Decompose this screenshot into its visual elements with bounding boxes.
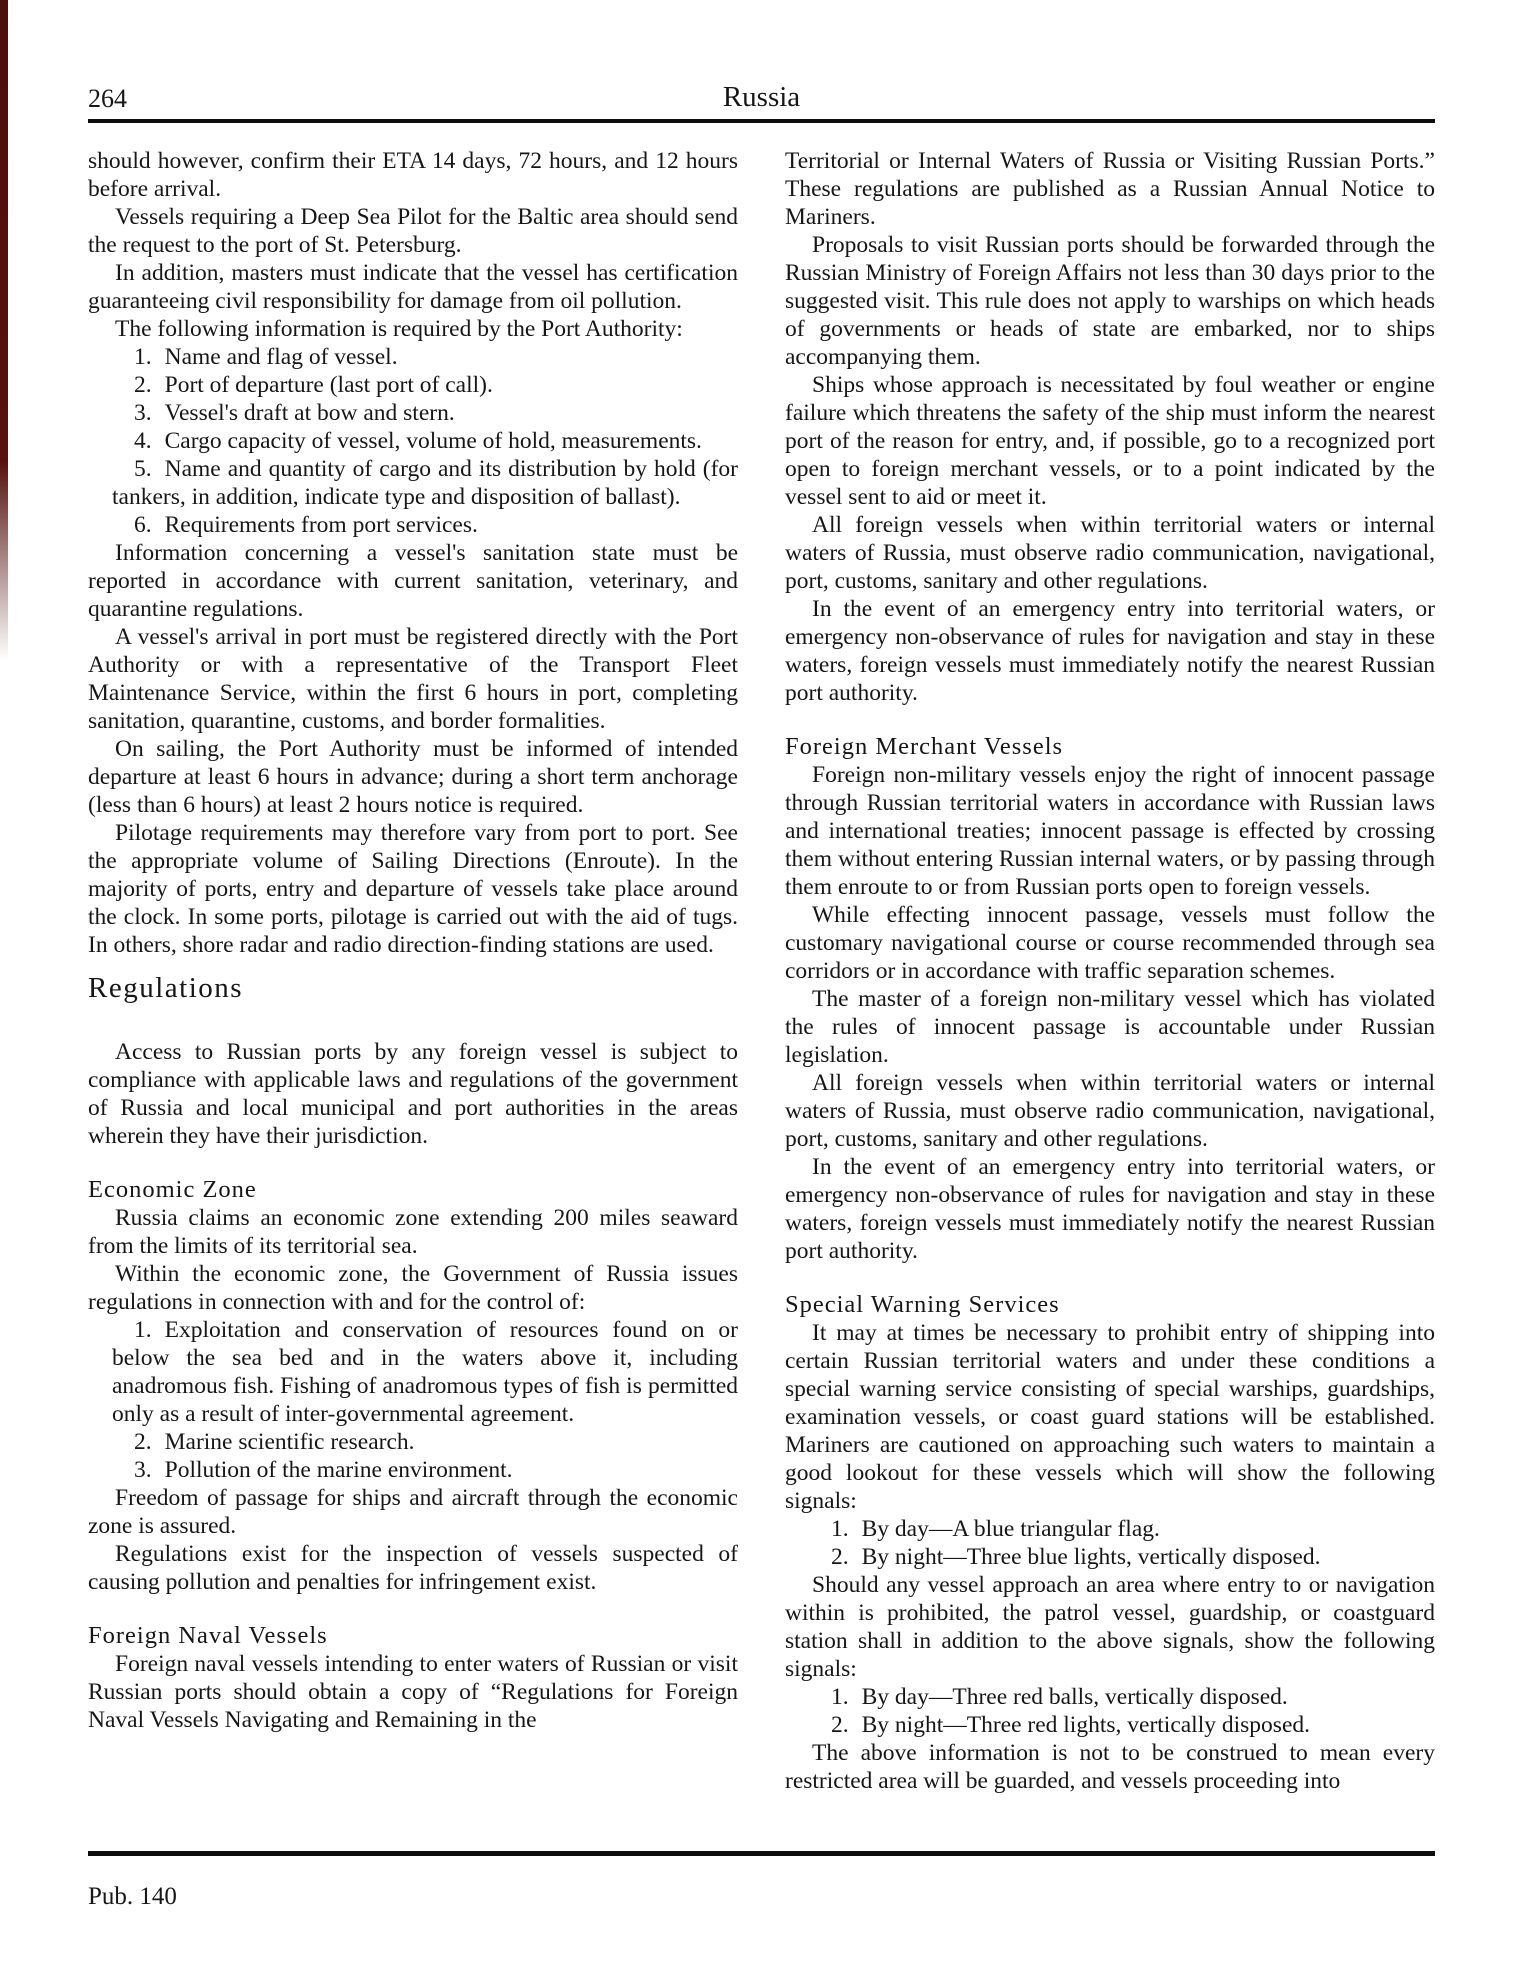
list-item-text: By night—Three red lights, vertically disposed. (861, 1712, 1310, 1738)
list-item-number: 1. (831, 1516, 849, 1542)
paragraph: Foreign non-military vessels enjoy the right of innocent passage through Russian territorial waters in accordance with Russian laws and international treaties; innocent passage is effected by crossing them without entering Russian internal waters, or by passing through them enroute to or from Russian ports open to foreign vessels. (785, 762, 1435, 900)
numbered-list (785, 1515, 1435, 1571)
paragraph: In the event of an emergency entry into territorial waters, or emergency non-observance of rules for navigation and stay in these waters, foreign vessels must immediately notify the nearest Russian port authority. (785, 1154, 1435, 1264)
scan-edge-shadow (0, 0, 8, 660)
numbered-list (785, 1683, 1435, 1739)
paragraph: It may at times be necessary to prohibit entry of shipping into certain Russian territorial waters and under these conditions a special warning service consisting of special warships, guardships, examination vessels, or coast guard stations will be established. Mariners are cautioned on approaching such waters to maintain a good lookout for these vessels which will show the following signals: (785, 1320, 1435, 1514)
list-item-text: Name and flag of vessel. (164, 344, 398, 370)
paragraph: Pilotage requirements may therefore vary from port to port. See the appropriate volume of Sailing Directions (Enroute). In the majority of ports, entry and departure of vessels take place around the clock. In some ports, pilotage is carried out with the aid of tugs. In others, shore radar and radio direction-finding stations are used. (88, 820, 738, 958)
paragraph: In addition, masters must indicate that the vessel has certification guaranteeing civil responsibility for damage from oil pollution. (88, 260, 738, 314)
list-item-number: 3. (134, 400, 152, 426)
paragraph: The master of a foreign non-military vessel which has violated the rules of innocent passage is accountable under Russian legislation. (785, 986, 1435, 1068)
section-heading: Regulations (88, 972, 244, 1004)
paragraph: Russia claims an economic zone extending 200 miles seaward from the limits of its territorial sea. (88, 1205, 738, 1259)
paragraph: In the event of an emergency entry into territorial waters, or emergency non-observance of rules for navigation and stay in these waters, foreign vessels must immediately notify the nearest Russian port authority. (785, 596, 1435, 706)
paragraph: Foreign naval vessels intending to enter waters of Russian or visit Russian ports should obtain a copy of “Regulations for Foreign Naval Vessels Navigating and Remaining in the (88, 1651, 738, 1733)
list-item (88, 399, 738, 427)
sub-section-heading: Special Warning Services (785, 1291, 1060, 1318)
list-item (88, 1456, 738, 1484)
list-item-text: Marine scientific research. (164, 1429, 415, 1455)
list-item-number: 3. (134, 1457, 152, 1483)
list-item (88, 371, 738, 399)
numbered-list (88, 1316, 738, 1484)
paragraph: A vessel's arrival in port must be registered directly with the Port Authority or with a representative of the Transport Fleet Maintenance Service, within the first 6 hours in port, completing sanitation, quarantine, customs, and border formalities. (88, 624, 738, 734)
list-item (88, 1428, 738, 1456)
list-item-text: By night—Three blue lights, vertically disposed. (861, 1544, 1321, 1570)
paragraph: Territorial or Internal Waters of Russia or Visiting Russian Ports.” These regulations are published as a Russian Annual Notice to Mariners. (785, 148, 1435, 230)
list-item-text: By day—Three red balls, vertically disposed. (861, 1684, 1288, 1710)
list-item (88, 1316, 738, 1428)
paragraph: Proposals to visit Russian ports should be forwarded through the Russian Ministry of Foreign Affairs not less than 30 days prior to the suggested visit. This rule does not apply to warships on which heads of governments or heads of state are embarked, nor to ships accompanying them. (785, 232, 1435, 370)
list-item-number: 1. (831, 1684, 849, 1710)
list-item (785, 1711, 1435, 1739)
list-item (785, 1543, 1435, 1571)
list-item-number: 4. (134, 428, 152, 454)
paragraph: Vessels requiring a Deep Sea Pilot for the Baltic area should send the request to the port of St. Petersburg. (88, 204, 738, 258)
list-item-text: Port of departure (last port of call). (164, 372, 493, 398)
paragraph: Within the economic zone, the Government of Russia issues regulations in connection with and for the control of: (88, 1261, 738, 1315)
text-columns (88, 147, 1435, 1795)
right-column (785, 147, 1435, 1795)
numbered-list (88, 343, 738, 539)
page-number: 264 (88, 84, 127, 113)
list-item (88, 343, 738, 371)
list-item-number: 6. (134, 512, 152, 538)
list-item-text: Cargo capacity of vessel, volume of hold, measurements. (164, 428, 702, 454)
list-item (785, 1683, 1435, 1711)
left-column (88, 147, 738, 1734)
page-title: Russia (722, 81, 801, 113)
sub-section-heading: Economic Zone (88, 1176, 257, 1203)
footer-divider (88, 1851, 1435, 1856)
list-item-number: 2. (831, 1712, 849, 1738)
list-item-text: Exploitation and conservation of resources found on or below the sea bed and in the waters above it, including anadromous fish. Fishing of anadromous types of fish is permitted only as a result of inter-governmental agreement. (112, 1317, 738, 1427)
list-item-number: 2. (831, 1544, 849, 1570)
list-item-number: 5. (134, 456, 152, 482)
sub-section-heading: Foreign Naval Vessels (88, 1622, 328, 1649)
header-divider (88, 119, 1435, 123)
list-item-number: 1. (134, 344, 152, 370)
paragraph: All foreign vessels when within territorial waters or internal waters of Russia, must observe radio communication, navigational, port, customs, sanitary and other regulations. (785, 512, 1435, 594)
paragraph: On sailing, the Port Authority must be informed of intended departure at least 6 hours in advance; during a short term anchorage (less than 6 hours) at least 2 hours notice is required. (88, 736, 738, 818)
paragraph: Freedom of passage for ships and aircraft through the economic zone is assured. (88, 1485, 738, 1539)
list-item (88, 455, 738, 511)
list-item-text: Name and quantity of cargo and its distribution by hold (for tankers, in addition, indicate type and disposition of ballast). (112, 456, 738, 510)
paragraph: The following information is required by the Port Authority: (115, 316, 683, 342)
list-item-number: 2. (134, 372, 152, 398)
list-item-text: Requirements from port services. (164, 512, 478, 538)
paragraph: should however, confirm their ETA 14 days, 72 hours, and 12 hours before arrival. (88, 148, 738, 202)
paragraph: While effecting innocent passage, vessels must follow the customary navigational course or course recommended through sea corridors or in accordance with traffic separation schemes. (785, 902, 1435, 984)
list-item-number: 2. (134, 1429, 152, 1455)
list-item-number: 1. (134, 1317, 152, 1343)
sub-section-heading: Foreign Merchant Vessels (785, 733, 1064, 760)
paragraph: Information concerning a vessel's sanitation state must be reported in accordance with current sanitation, veterinary, and quarantine regulations. (88, 540, 738, 622)
paragraph: Ships whose approach is necessitated by foul weather or engine failure which threatens the safety of the ship must inform the nearest port of the reason for entry, and, if possible, go to a recognized port open to foreign merchant vessels, or to a point indicated by the vessel sent to aid or meet it. (785, 372, 1435, 510)
paragraph: Should any vessel approach an area where entry to or navigation within is prohibited, the patrol vessel, guardship, or coastguard station shall in addition to the above signals, show the following signals: (785, 1572, 1435, 1682)
publication-label: Pub. 140 (88, 1883, 177, 1910)
list-item (88, 427, 738, 455)
list-item-text: By day—A blue triangular flag. (861, 1516, 1160, 1542)
list-item (785, 1515, 1435, 1543)
paragraph: The above information is not to be construed to mean every restricted area will be guarded, and vessels proceeding into (785, 1740, 1435, 1794)
list-item (88, 511, 738, 539)
paragraph: Regulations exist for the inspection of vessels suspected of causing pollution and penalties for infringement exist. (88, 1541, 738, 1595)
list-item-text: Vessel's draft at bow and stern. (164, 400, 455, 426)
paragraph: All foreign vessels when within territorial waters or internal waters of Russia, must observe radio communication, navigational, port, customs, sanitary and other regulations. (785, 1070, 1435, 1152)
list-item-text: Pollution of the marine environment. (164, 1457, 513, 1483)
paragraph: Access to Russian ports by any foreign vessel is subject to compliance with applicable laws and regulations of the government of Russia and local municipal and port authorities in the areas wherein they have their jurisdiction. (88, 1039, 738, 1149)
